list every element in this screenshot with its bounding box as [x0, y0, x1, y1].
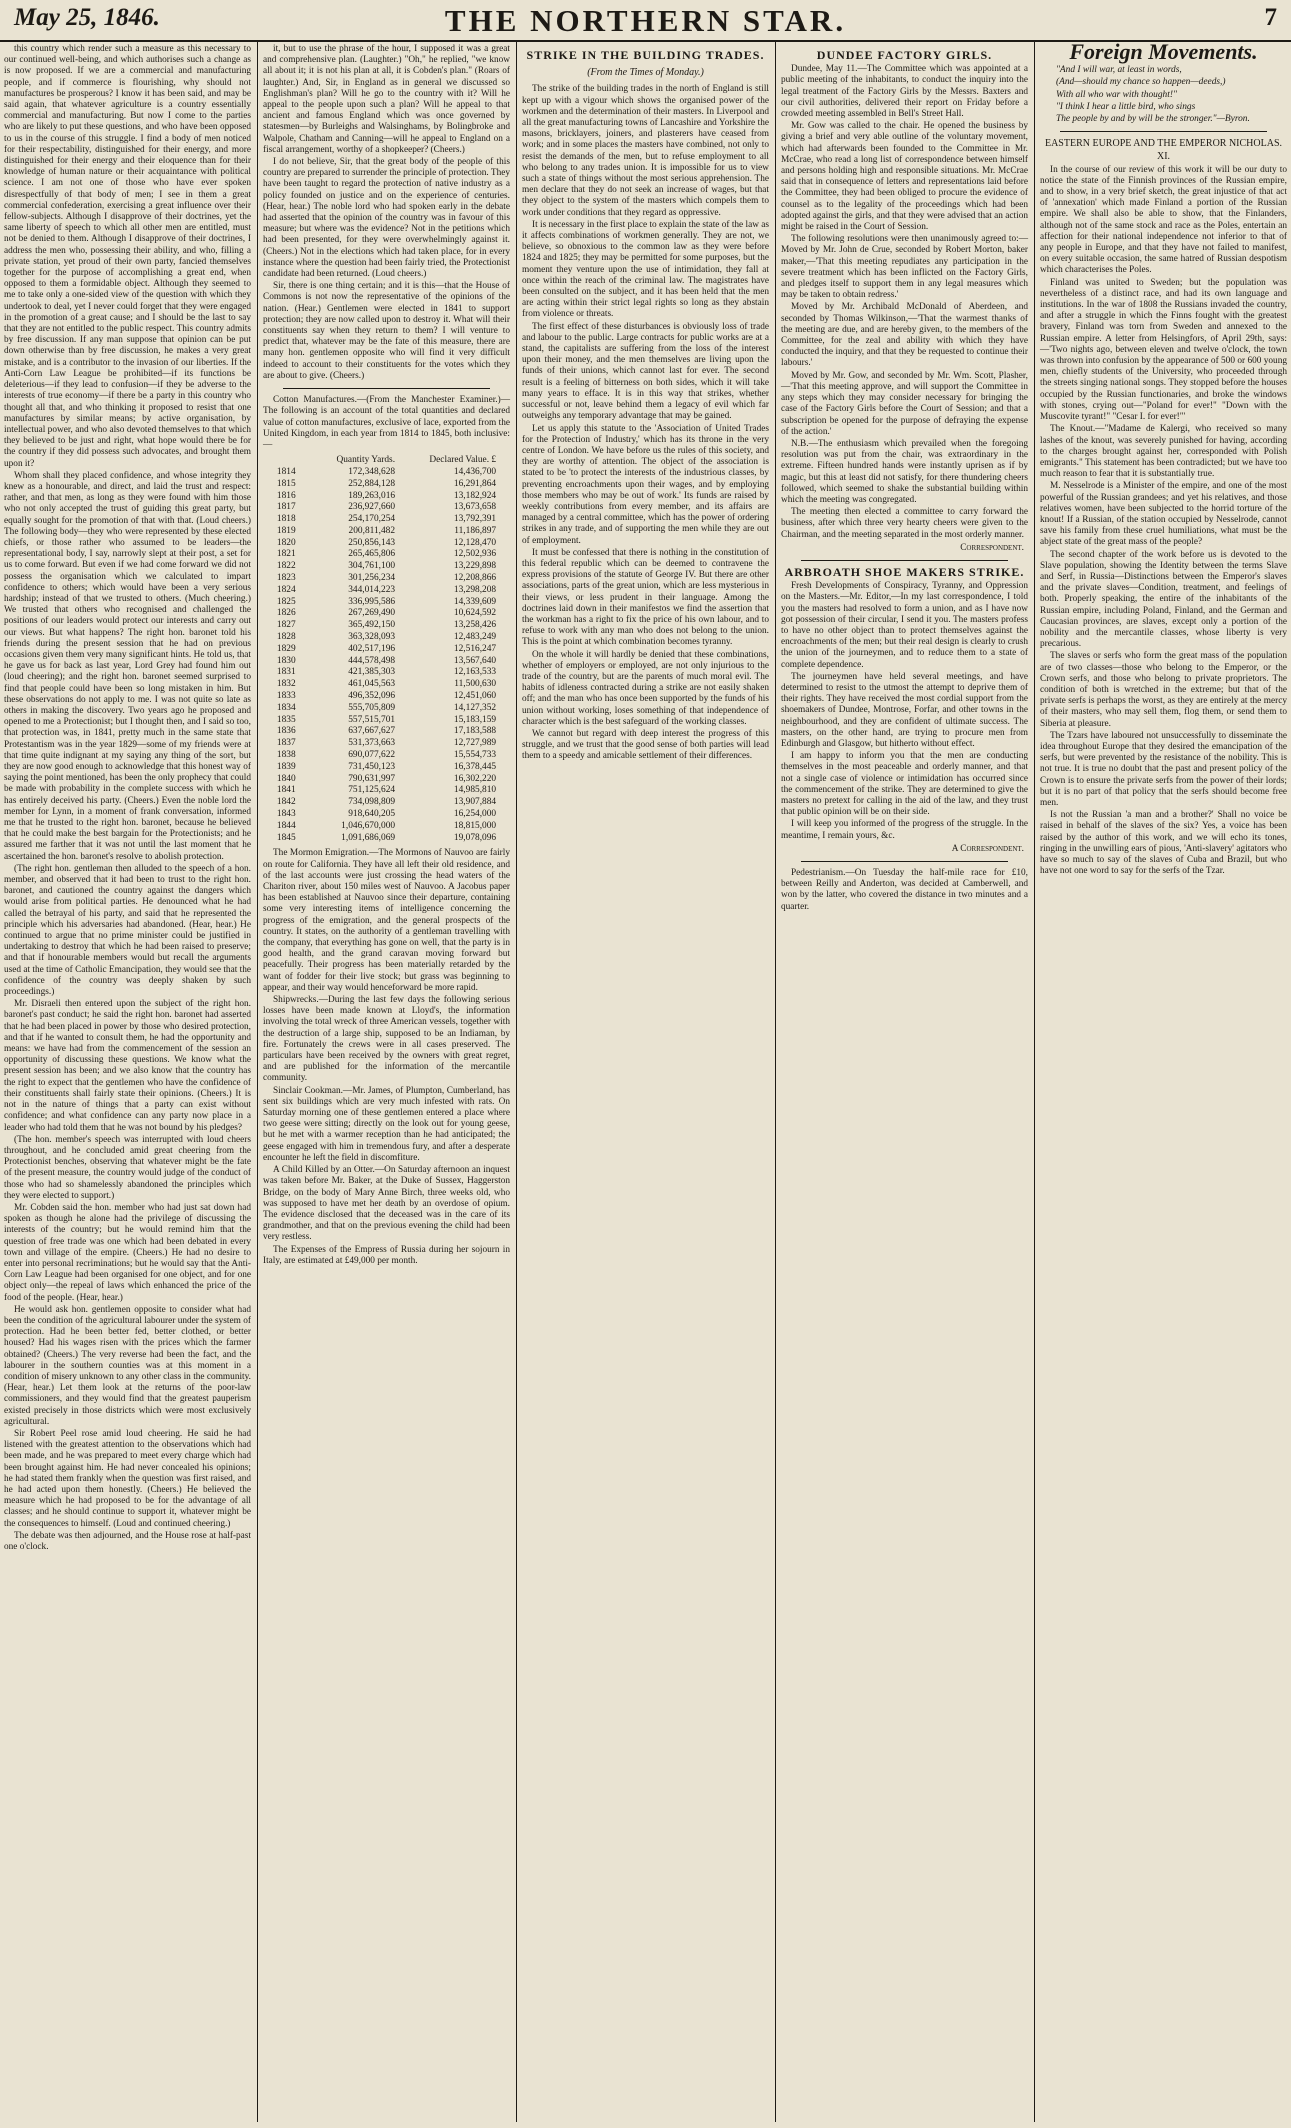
- cell-quantity: 267,269,490: [348, 608, 396, 619]
- cell-quantity: 461,045,563: [348, 679, 396, 690]
- cell-year: 1827: [276, 620, 296, 631]
- table-row: [273, 738, 500, 750]
- cell-year: 1838: [276, 750, 296, 761]
- cell-year: 1840: [276, 773, 296, 784]
- table-body: [273, 467, 500, 845]
- cell-year: 1835: [276, 714, 296, 725]
- column-1: [0, 42, 255, 2122]
- cell-value: 13,907,884: [453, 797, 497, 808]
- column-5: [1036, 42, 1291, 2122]
- cell-quantity: 555,705,809: [348, 702, 396, 713]
- article-paragraph: (The right hon. gentleman then alluded to the speech of a hon. member, and observed that it had been to trust to the right hon. baronet, and cautioned the country against the dangers which would arise from political parties. He denounced what he had called the betrayal of his party, and said that he represented the principle which his adversaries had abandoned. (Hear, hear.) He continued to argue that no prime minister could be justified in undertaking to destroy that which he had been raised to preserve; and that if honourable members would but recall the arguments used at the time of Catholic Emancipation, they would see that the confidence of the country was deeply shaken by such proceedings.): [4, 863, 251, 998]
- cell-year: 1828: [276, 632, 296, 643]
- cell-value: 12,208,866: [453, 573, 497, 584]
- cell-value: 12,451,060: [453, 691, 497, 702]
- cell-value: 12,163,533: [453, 667, 497, 678]
- cell-value: 13,258,426: [453, 620, 497, 631]
- cell-year: 1831: [276, 667, 296, 678]
- table-row: [273, 667, 500, 679]
- cell-quantity: 236,927,660: [348, 502, 396, 513]
- cell-quantity: 301,256,234: [348, 573, 396, 584]
- article-paragraph: M. Nesselrode is a Minister of the empire, and one of the most powerful of the Russian grandees; and yet his relatives, and those relatives women, have been subjected to the horrid torture of the knout! If a Russian, of the station occupied by Nesselrode, cannot save his family from these cruel humiliations, what must be the abject state of the great mass of the people?: [1040, 481, 1287, 548]
- table-row: [273, 774, 500, 786]
- cell-year: 1843: [276, 809, 296, 820]
- cell-quantity: 344,014,223: [348, 584, 396, 595]
- cell-year: 1845: [276, 832, 296, 843]
- section-rule: [801, 560, 1008, 561]
- table-row: [273, 715, 500, 727]
- article-paragraph: this country which render such a measure as this necessary to our continued well-being, and which authorises such a change as is now proposed. If we are a commercial and manufacturing people, and if commerce is flourishing, why should not manufactures be prosperous? I know it has been said, and may be said again, that whatever agriculture is a country essentially commercial and manufacturing. But now I come to the parties who are likely to put these questions, and who have been opposed to us in the course of this struggle. I find a body of men noticed for their respectability, distinguished for their energy, and more distinguished for their energy and their eloquence than for their knowledge of human nature or their acquaintance with political science. I am not one of those who have ever spoken disrespectfully of that body of men; I see in them a great commercial confederation, exercising a great influence over their fellow-subjects. Although I disapprove of their doctrines, yet the same liberty of speech to which all other men are entitled, must not be denied to them. Although I disapprove of their doctrines, I address the men who, possessing their ability, and who, filling a private station, yet proud of their own party, fancied themselves together for the purpose of accomplishing a great end, when opposed to them a formidable object. Although they seemed to me to take only a one-sided view of the question with which they undertook to deal, yet I never could forget that they were engaged in the promotion of a great cause; and I should be the last to say that they are not entitled to the public respect. This country admits by free discussion. If any man suppose that opinion can be put down otherwise than by free discussion, he makes a very great mistake, and is a contributor to the invasion of our liberties. If the Anti-Corn Law League be prohibited—if its functions be deleterious—if they lead to confusion—if they be adverse to the interests of true economy—if there be a party in this country who thought all that, and who thinking it proposed to resist that one manufactures by similar means; by active organisation, by intellectual power, and who also devoted themselves to that which they believed to be just and right, what hope would there be for the country if they did possess such advocates, and brought them upon it?: [4, 44, 251, 469]
- cell-year: 1816: [276, 490, 296, 501]
- signature: Correspondent.: [960, 542, 1024, 553]
- cell-year: 1821: [276, 549, 296, 560]
- cell-quantity: 402,517,196: [348, 643, 396, 654]
- cell-quantity: 531,373,663: [348, 738, 396, 749]
- cell-value: 16,302,220: [453, 773, 497, 784]
- table-row: [273, 608, 500, 620]
- article-paragraph: I will keep you informed of the progress of the struggle. In the meantime, I remain yours, &c.: [781, 819, 1028, 841]
- cell-quantity: 918,640,205: [348, 809, 396, 820]
- cell-quantity: 250,856,143: [348, 537, 396, 548]
- cell-year: 1830: [276, 655, 296, 666]
- cell-value: 13,298,208: [453, 584, 497, 595]
- newspaper-title: THE NORTHERN STAR.: [444, 3, 847, 38]
- section-rule: [801, 861, 1008, 862]
- cell-value: 12,128,470: [453, 537, 497, 548]
- table-row: [273, 585, 500, 597]
- cell-quantity: 363,328,093: [348, 632, 396, 643]
- page-number: 7: [1264, 4, 1277, 31]
- cell-year: 1824: [276, 584, 296, 595]
- article-paragraph: The following resolutions were then unanimously agreed to:—Moved by Mr. John de Crue, seconded by Robert Morton, baker maker,—'That this meeting repudiates any participation in the severe treatment which has been inflicted on the Factory Girls, and pledges itself to support them in any legal measures which may be taken to obtain redress.': [781, 234, 1028, 301]
- table-row: [273, 526, 500, 538]
- table-row: [273, 502, 500, 514]
- cell-value: 13,567,640: [453, 655, 497, 666]
- cell-year: 1841: [276, 785, 296, 796]
- article-paragraph: Fresh Developments of Conspiracy, Tyranny, and Oppression on the Masters.—Mr. Editor,—In my last correspondence, I told you the masters had resolved to form a union, and as I have now got possession of their circular, I send it you. The masters profess to have no other object than to protect themselves against the encroachments of the men; but their real design is clearly to crush the union of the journeymen, and to reduce them to a state of complete dependence.: [781, 581, 1028, 670]
- cell-quantity: 734,098,809: [348, 797, 396, 808]
- cell-year: 1822: [276, 561, 296, 572]
- article-paragraph: In the course of our review of this work it will be our duty to notice the state of the Finnish provinces of the Russian empire, and to show, in a very brief sketch, the great injustice of that act of 'annexation' which made Finland a portion of the Russian empire. We shall also be able to show, that the Finlanders, although not of the same stock and race as the Poles, entertain an affection for their national independence not inferior to that of any people in Europe, and that they have not failed to manifest, on every suitable occasion, the same hatred of Russian despotism which characterises the Poles.: [1040, 164, 1287, 276]
- article-paragraph: It must be confessed that there is nothing in the constitution of this federal republic which can be deemed to contravene the express provisions of the statute of George IV. But there are other associations, parts of the great union, which are less mysterious in their views, or less prudent in their language. Among the doctrines laid down in their manifestos we find the assertion that the workman has a right to fix the price of his own labour, and to refuse to work with any man who does not belong to the union. This is the point at which combination becomes tyranny.: [522, 547, 769, 648]
- table-row: [273, 632, 500, 644]
- cell-value: 12,483,249: [453, 632, 497, 643]
- section-heading: Foreign Movements.: [1069, 42, 1258, 64]
- cell-value: 16,254,000: [453, 809, 497, 820]
- cell-value: 10,624,592: [453, 608, 497, 619]
- article-paragraph: The slaves or serfs who form the great mass of the population are of two classes—those who belong to the Emperor, or the Crown serfs, and those who belong to private proprietors. The condition of both is wretched in the extreme; but that of the private serfs is perhaps the worst, as they are entirely at the mercy of their masters, who may sell them, flog them, or send them to Siberia at pleasure.: [1040, 651, 1287, 729]
- table-row: [273, 514, 500, 526]
- article-paragraph: It is necessary in the first place to explain the state of the law as it affects combinations of workmen generally. They are not, we believe, so obnoxious to the common law as they were before 1824 and 1825; they may be permitted for some purposes, but the moment they venture upon the use of intimidation, they fall at once within the reach of the criminal law. The magistrates have been consulted on the subject, and it has been held that the men are acting within their strict legal rights so long as they abstain from violence or threats.: [522, 219, 769, 320]
- issue-date: May 25, 1846.: [14, 4, 160, 31]
- cell-year: 1817: [276, 502, 296, 513]
- cell-value: 14,339,609: [453, 596, 497, 607]
- cell-value: 12,516,247: [453, 643, 497, 654]
- cell-year: 1825: [276, 596, 296, 607]
- cell-year: 1819: [276, 525, 296, 536]
- article-heading: STRIKE IN THE BUILDING TRADES.: [526, 48, 765, 62]
- article-part-number: XI.: [1156, 151, 1171, 163]
- article-paragraph: it, but to use the phrase of the hour, I supposed it was a great and comprehensive plan. (Laughter.) "Oh," he replied, "we know all about it; it is not his plan at all, it is Cobden's plan." (Roars of laughter.) And, Sir, in England as in general we discussed so Englishman's plan? Will he go to the country with it? Will he appeal to the people upon such a plan? Will he appeal to that ancient and famous England which was once governed by statesmen—by Burleighs and Walsinghams, by Bolingbroke and Walpole, Chatham and Canning—will he appeal to England on a fiscal arrangement, worthy of a shopkeeper? (Cheers.): [263, 44, 510, 155]
- cell-value: 11,500,630: [454, 679, 497, 690]
- table-row: [273, 809, 500, 821]
- table-row: [273, 561, 500, 573]
- cell-quantity: 496,352,096: [348, 691, 396, 702]
- article-source: (From the Times of Monday.): [587, 67, 704, 79]
- table-row: [273, 797, 500, 809]
- section-rule: [1060, 131, 1267, 132]
- column-3: [518, 42, 773, 2122]
- cell-year: 1844: [276, 820, 296, 831]
- article-paragraph: The journeymen have held several meetings, and have determined to resist to the utmost the attempt to deprive them of their rights. They have received the most cordial support from the shoemakers of Dundee, Montrose, Forfar, and other towns in the neighbourhood, and they are confident of ultimate success. The masters, on the other hand, are trying to procure men from Edinburgh and Glasgow, but hitherto without effect.: [781, 671, 1028, 749]
- cell-quantity: 189,263,016: [348, 490, 396, 501]
- article-paragraph: Sir Robert Peel rose amid loud cheering. He said he had listened with the greatest attention to the observations which had been made, and he was prepared to meet every charge which had been brought against him. He had never concealed his opinions; he had stated them frankly when the question was first raised, and he had acted upon them honestly. (Cheers.) He believed the measure which he had proposed to be for the advantage of all classes; and he should continue to support it, whatever might be the consequences to himself. (Loud and continued cheering.): [4, 1428, 251, 1529]
- table-row: [273, 620, 500, 632]
- table-row: [273, 679, 500, 691]
- cell-year: 1842: [276, 797, 296, 808]
- table-row: [273, 691, 500, 703]
- table-row: [273, 703, 500, 715]
- verse-line: The people by and by will be the stronger."—Byron.: [1056, 114, 1250, 125]
- column-header-year: [273, 455, 309, 467]
- article-paragraph: I do not believe, Sir, that the great body of the people of this country are prepared to surrender the principle of protection. They have been taught to regard the protection of native industry as a policy founded on justice and on the experience of centuries. (Hear, hear.) The noble lord who had spoken early in the debate had asserted that the opinion of the country was in favour of this measure; but where was the evidence? Not in the petitions which had been presented, for they were overwhelmingly against it. (Cheers.) Not in the elections which had taken place, for in every instance where the question had been fairly tried, the Protectionist candidate had been returned. (Loud cheers.): [263, 157, 510, 280]
- article-paragraph: We cannot but regard with deep interest the progress of this struggle, and we trust that the good sense of both parties will lead them to a speedy and amicable settlement of their differences.: [522, 728, 769, 762]
- article-paragraph: The Expenses of the Empress of Russia during her sojourn in Italy, are estimated at £49,000 per month.: [263, 1244, 510, 1266]
- article-paragraph: Shipwrecks.—During the last few days the following serious losses have been made known at Lloyd's, the information involving the total wreck of three American vessels, together with the destruction of a large ship, supposed to be an Indiaman, by fire. Fortunately the crews were in all cases preserved. The particulars have been received by the owners with great regret, and are published for the information of the mercantile community.: [263, 995, 510, 1084]
- cell-year: 1818: [276, 514, 296, 525]
- article-paragraph: Finland was united to Sweden; but the population was nevertheless of a distinct race, and had its own language and institutions. In the war of 1808 the Russians invaded the country, and after a struggle in which the Finns fought with the greatest bravery, Finland was torn from Sweden and annexed to the Russian empire. A letter from Helsingfors, of April 29th, says:—'Two nights ago, between eleven and twelve o'clock, the town was thrown into confusion by the appearance of 500 or 600 young men, chiefly students of the University, who proceeded through the streets singing national songs. They stopped before the houses occupied by the Russian functionaries, and broke the windows with stones, crying out—"Poland for ever!" "Down with the Muscovite tyrant!" "Cesar I. for ever!"': [1040, 277, 1287, 423]
- table-row: [273, 491, 500, 503]
- cell-year: 1820: [276, 537, 296, 548]
- table-row: [273, 573, 500, 585]
- column-4: [777, 42, 1032, 2122]
- table-header-row: [273, 455, 500, 467]
- article-paragraph: (The hon. member's speech was interrupted with loud cheers throughout, and he concluded amid great cheering from the Protectionist benches, observing that whatever might be the fate of the present measure, the country would judge of the conduct of those who had so shamelessly abandoned the principles which they were elected to support.): [4, 1134, 251, 1201]
- article-paragraph: The meeting then elected a committee to carry forward the business, after which three very hearty cheers were given to the Chairman, and the meeting separated in the most orderly manner.: [781, 507, 1028, 540]
- table-row: [273, 549, 500, 561]
- article-paragraph: Mr. Disraeli then entered upon the subject of the right hon. baronet's past conduct; he said the right hon. baronet had asserted that he had been placed in power by those who desired protection, and that if he wanted to consult them, he had the opportunity and means: we have had from the commencement of the session an opportunity of discussing these questions. We know what the present session has been; and we also know that the country has the right to expect that the gentlemen who have the confidence of their constituents shall fairly state their opinions. (Cheers.) It is not in the nature of things that a party can exist without confidence; and what confidence can any party now place in a leader who had told them that he was not bound by his pledges?: [4, 999, 251, 1133]
- cotton-heading: Cotton Manufactures.—(From the Manchester Examiner.)—The following is an account of the total quantities and declared value of cotton manufactures, exclusive of lace, exported from the United Kingdom, in each year from 1814 to 1845, both inclusive:—: [263, 395, 510, 450]
- table-row: [273, 597, 500, 609]
- article-paragraph: A Child Killed by an Otter.—On Saturday afternoon an inquest was taken before Mr. Baker, at the Duke of Sussex, Haggerston Bridge, on the body of Mary Anne Birch, three weeks old, who was supposed to have met her death by an overdose of opium. The evidence disclosed that the deceased was in the care of its grandmother, and that on the previous evening the child had been very restless.: [263, 1165, 510, 1243]
- cell-value: 18,815,000: [453, 820, 497, 831]
- column-rule: [775, 42, 776, 2122]
- cell-year: 1826: [276, 608, 296, 619]
- cell-value: 13,229,898: [453, 561, 497, 572]
- cell-value: 15,183,159: [453, 714, 497, 725]
- table-row: [273, 656, 500, 668]
- cell-quantity: 265,465,806: [348, 549, 396, 560]
- cell-value: 16,378,445: [453, 761, 497, 772]
- cotton-exports-table: [273, 455, 500, 844]
- verse-line: "And I will war, at least in words,: [1056, 65, 1182, 76]
- cell-quantity: 790,631,997: [348, 773, 396, 784]
- cell-quantity: 172,348,628: [348, 466, 396, 477]
- cell-quantity: 365,492,150: [348, 620, 396, 631]
- cell-quantity: 421,385,303: [348, 667, 396, 678]
- article-paragraph: Moved by Mr. Gow, and seconded by Mr. Wm. Scott, Plasher,—'That this meeting approve, and will support the Committee in any steps which they may consider necessary for bringing the case of the Factory Girls before the Court of Session; and that a subscription be opened for the purpose of defraying the expense of the action.': [781, 370, 1028, 437]
- cell-year: 1815: [276, 478, 296, 489]
- cell-quantity: 637,667,627: [348, 726, 396, 737]
- verse-line: (And—should my chance so happen—deeds,): [1056, 77, 1226, 88]
- cell-quantity: 304,761,100: [348, 561, 396, 572]
- table-row: [273, 644, 500, 656]
- cell-year: 1839: [276, 761, 296, 772]
- article-paragraph: On the whole it will hardly be denied that these combinations, whether of employers or employed, are not only injurious to the trade of the country, but are the parents of much moral evil. The habits of idleness contracted during a strike are not easily shaken off; and the man who has once been supported by the funds of his union without working, loses something of that independence of character which is the best safeguard of the working classes.: [522, 649, 769, 727]
- cell-value: 17,183,588: [453, 726, 497, 737]
- article-paragraph: N.B.—The enthusiasm which prevailed when the foregoing resolution was put from the chair, was extraordinary in the extreme. Fifteen hundred hands were instantly uprisen as if by magic, but this at least did not satisfy, for there thundering cheers followed, which seemed to shake the substantial building within which the meeting was congregated.: [781, 438, 1028, 505]
- cell-quantity: 557,515,701: [348, 714, 396, 725]
- cell-quantity: 1,091,686,069: [341, 832, 396, 843]
- article-paragraph: The debate was then adjourned, and the House rose at half-past one o'clock.: [4, 1530, 251, 1553]
- article-paragraph: Sinclair Cookman.—Mr. James, of Plumpton, Cumberland, has sent six buildings which are very much infested with rats. On Saturday morning one of these gentlemen entered a place where two geese were sitting; directly on the look out for young geese, but he met with a warmer reception than he had anticipated; the geese engaged with him in tremendous fury, and after a desperate encounter he left the field in discomfiture.: [263, 1085, 510, 1163]
- cell-year: 1814: [276, 466, 296, 477]
- cell-value: 12,502,936: [453, 549, 497, 560]
- cell-value: 19,078,096: [453, 832, 497, 843]
- cell-quantity: 1,046,670,000: [341, 820, 396, 831]
- column-header-quantity: Quantity Yards.: [336, 455, 396, 466]
- article-paragraph: The Knout.—"Madame de Kalergi, who received so many lashes of the knout, was severely punished for having, according to the charges brought against her, corresponded with Polish emigrants." This statement has been contradicted; but we have too much reason to fear that it is substantially true.: [1040, 424, 1287, 480]
- article-heading: DUNDEE FACTORY GIRLS.: [816, 48, 993, 62]
- article-paragraph: The Mormon Emigration.—The Mormons of Nauvoo are fairly on route for California. They have all left their old residence, and of the last accounts were just crossing the head waters of the Chariton river, about 150 miles west of Nauvoo. A Jacobus paper has been established at Nauvoo since their departure, containing some very interesting items of intelligence concerning the progress of the emigration, and the general prospects of the country. It states, on the authority of a gentleman travelling with the company, that everything has gone on well, that the party is in good health, and the grand caravan moving forward but peacefully. Their progress has been materially retarded by the want of fodder for their live stock; but grass was beginning to appear, and their way would henceforward be more rapid.: [263, 848, 510, 993]
- article-paragraph: Pedestrianism.—On Tuesday the half-mile race for £10, between Reilly and Anderton, was decided at Camberwell, and won by the latter, who covered the distance in two minutes and a quarter.: [781, 868, 1028, 912]
- column-rule: [257, 42, 258, 2122]
- cell-value: 14,436,700: [453, 466, 497, 477]
- cell-quantity: 200,811,482: [348, 525, 396, 536]
- cell-year: 1837: [276, 738, 296, 749]
- section-rule: [283, 388, 490, 389]
- cell-year: 1823: [276, 573, 296, 584]
- article-paragraph: Mr. Cobden said the hon. member who had just sat down had spoken as though he alone had the privilege of discussing the interests of the country; but he would remind him that the question of free trade was one which had been debated in every town and village of the empire. (Cheers.) He had no desire to enter into personal recriminations; but he would say that the Anti-Corn Law League had been organised for one object, and for one object only—the repeal of laws which enhanced the price of the food of the people. (Hear, hear.): [4, 1202, 251, 1303]
- cell-value: 13,182,924: [453, 490, 497, 501]
- table-row: [273, 726, 500, 738]
- cell-quantity: 731,450,123: [348, 761, 396, 772]
- column-rule: [516, 42, 517, 2122]
- cell-quantity: 690,077,622: [348, 750, 396, 761]
- article-heading: ARBROATH SHOE MAKERS STRIKE.: [784, 564, 1025, 579]
- cell-value: 15,554,733: [453, 750, 497, 761]
- cell-value: 11,186,897: [454, 525, 497, 536]
- article-paragraph: He would ask hon. gentlemen opposite to consider what had been the condition of the agricultural labourer under the system of protection. Had he been better fed, better clothed, or better housed? Had his wages risen with the prices which the farmer obtained? (Cheers.) The very reverse had been the fact, and the labourer in the southern counties was at this moment in a condition of misery unknown to any other class in the community. (Hear, hear.) Let them look at the returns of the poor-law commissioners, and they would find that the greatest pauperism existed precisely in those districts which were most exclusively agricultural.: [4, 1304, 251, 1427]
- cell-quantity: 336,995,586: [348, 596, 396, 607]
- cell-year: 1832: [276, 679, 296, 690]
- article-paragraph: Is not the Russian 'a man and a brother?' Shall no voice be raised in behalf of the slaves of the six? Yes, a voice has been raised by the author of this work, and we will echo its tones, ringing in the unwilling ears of pious, 'Anti-slavery' agitators who have so much to say of the slaves of Cuba and Brazil, but who have not one word to say for the serfs of the Tzar.: [1040, 810, 1287, 877]
- article-paragraph: The strike of the building trades in the north of England is still kept up with a vigour which shows the organised power of the workmen and the determination of their masters. In Liverpool and all the great manufacturing towns of Lancashire and Yorkshire the masons, bricklayers, joiners, and plasterers have ceased from work; and in some places the masters have combined, not only to resist the demands of the men, but to refuse employment to all who belong to any trades union. It is impossible for us to view such a state of things without the most serious apprehension. The men declare that they do not seek an increase of wages, but that they object to the system of the masters which compels them to work under conditions that they regard as oppressive.: [522, 84, 769, 218]
- article-paragraph: I am happy to inform you that the men are conducting themselves in the most peaceable and orderly manner, and that not a single case of violence or intimidation has occurred since the commencement of the strike. They are determined to give the masters no pretext for calling in the aid of the law, and they trust that public opinion will be on their side.: [781, 751, 1028, 818]
- cell-value: 14,127,352: [453, 702, 497, 713]
- cell-quantity: 252,884,128: [348, 478, 396, 489]
- cell-year: 1829: [276, 643, 296, 654]
- article-subheading: EASTERN EUROPE AND THE EMPEROR NICHOLAS.: [1044, 138, 1283, 150]
- article-paragraph: Mr. Gow was called to the chair. He opened the business by giving a brief and very able outline of the voluntary movement, which had afterwards been founded to the Committee in Mr. McCrae, who read a long list of correspondence between himself and persons holding high and responsible situations. Mr. McCrae said that in consequence of letters and representations laid before the Committee, they had been obliged to procure the evidence of counsel as to the legality of the proceedings which had been adopted against the girls, and that they were advised that an action might be raised in the Court of Session.: [781, 121, 1028, 233]
- cell-year: 1833: [276, 691, 296, 702]
- table-row: [273, 538, 500, 550]
- cell-value: 13,792,391: [453, 514, 497, 525]
- column-rule: [1034, 42, 1035, 2122]
- table-row: [273, 479, 500, 491]
- cell-quantity: 444,578,498: [348, 655, 396, 666]
- table-row: [273, 833, 500, 845]
- masthead: [0, 0, 1291, 42]
- signature: A Correspondent.: [951, 843, 1024, 854]
- cell-value: 14,985,810: [453, 785, 497, 796]
- article-paragraph: Whom shall they placed confidence, and whose integrity they knew as a honourable, and direct, and laid the trust and respect: rather, and that men, as long as they were found with him those who not only accepted the trust of guiding this great party, but equally sought for the promotion of that with that. (Loud cheers.) The following body—they who were represented by these elected chiefs, or those rather who assumed to be leaders—the representational body, I say, narrowly slept at their post, a set for us to come forward. But even if we had come forward we did not possess the organisation which we calculated to impart confidence to others; which would have been a very serious hardship; instead of that we trusted to others. (Much cheering.) We trusted that others who recognised and challenged the positions of our leaders would protect our interests and carry out our views. But what happens? The right hon. baronet told his friends during the present session that he had on previous occasions given them very many significant hints. He told us, that he gave us for back as last year, Lord Grey had found him out (loud cheering); and the right hon. baronet seemed surprised to find that people could have been so long mistaken in him. But these observations do not apply to me. I was not quite so late as others in making the discovery. Two years ago he proposed and opened to me a Protectionist; but I thought then, and I said so too, that protection was, in 1841, pretty much in the same state that Protestantism was in the year 1829—some of my friends were at that time quite indignant at my saying any thing of the sort, but they are now good enough to acknowledge that this honest way of saying the point mentioned, has been the only prophecy that could be made with probability in the complete success with which he has entirely deceived his party. (Cheers.) Even the noble lord the member for Lynn, in a moment of frank conversation, informed me that he trusted to the right hon. baronet, because he believed that he could make the best bargain for the Protectionists; and he assured me farther that it was not until the last moment that he ascertained the hon. baronet's resolve to abolish protection.: [4, 470, 251, 862]
- article-paragraph: The first effect of these disturbances is obviously loss of trade and labour to the public. Large contracts for public works are at a stand, the capitalists are suffering from the loss of the interest upon their money, and the men themselves are living upon the funds of their unions, which cannot last for ever. The second result is a feeling of bitterness on both sides, which it will take many years to efface. It is in this way that strikes, whether successful or not, leave behind them a legacy of evil which far outweighs any temporary advantage that may be gained.: [522, 321, 769, 422]
- cell-value: 16,291,864: [453, 478, 497, 489]
- table-row: [273, 750, 500, 762]
- article-paragraph: Dundee, May 11.—The Committee which was appointed at a public meeting of the inhabitants, to conduct the inquiry into the legal treatment of the Factory Girls by the Messrs. Baxters and our civil authorities, delivered their report on Friday before a crowded meeting assembled in Bell's Street Hall.: [781, 64, 1028, 120]
- cell-year: 1836: [276, 726, 296, 737]
- table-row: [273, 821, 500, 833]
- table-row: [273, 762, 500, 774]
- verse-line: With all who war with thought!": [1056, 89, 1177, 100]
- article-paragraph: Let us apply this statute to the 'Association of United Trades for the Protection of Industry,' which has its throne in the very centre of London. We have before us the rules of this society, and they are worthy of attention. The object of the association is stated to be 'to protect the interests of the industrious classes, by preventing encroachments upon their wages, and by employing those members who may be out of work.' Its funds are raised by weekly contributions from every member, and its affairs are managed by a central committee, which has the power of ordering strikes in any trade, and of supporting the men while they are out of employment.: [522, 423, 769, 546]
- cell-quantity: 254,170,254: [348, 514, 396, 525]
- cell-year: 1834: [276, 702, 296, 713]
- cell-quantity: 751,125,624: [348, 785, 396, 796]
- column-2: [259, 42, 514, 2122]
- article-paragraph: The second chapter of the work before us is devoted to the Slave population, showing the Identity between the terms Slave and Serf, in Russia—Distinctions between the Emperor's slaves and the private slaves—Condition, treatment, and feelings of both. Properly speaking, the entire of the inhabitants of the Russian empire, including Poland, Finland, and the German and Caucasian provinces, are slaves, except only a portion of the nobility and the mercantile classes, whose liberty is very precarious.: [1040, 549, 1287, 650]
- verse-line: "I think I hear a little bird, who sings: [1056, 101, 1196, 112]
- table-row: [273, 785, 500, 797]
- cell-value: 12,727,989: [453, 738, 497, 749]
- article-paragraph: Moved by Mr. Archibald McDonald of Aberdeen, and seconded by Thomas Wilkinson,—'That the warmest thanks of the meeting are due, and are hereby given, to the members of the Committee, for the zeal and ability with which they have conducted the inquiry, and that they be requested to continue their labours.': [781, 302, 1028, 369]
- article-paragraph: Sir, there is one thing certain; and it is this—that the House of Commons is not now the representative of the opinions of the nation. (Hear.) Gentlemen were elected in 1841 to support protection; they are now called upon to destroy it. What will their constituents say when they return to them? I will venture to predict that, whatever may be the fate of this measure, there are many hon. gentlemen opposite who will find it very difficult indeed to account to their constituents for the votes which they are about to give. (Cheers.): [263, 281, 510, 381]
- cell-value: 13,673,658: [453, 502, 497, 513]
- table-row: [273, 467, 500, 479]
- column-header-value: Declared Value. £: [429, 455, 497, 466]
- article-paragraph: The Tzars have laboured not unsuccessfully to disseminate the idea throughout Europe that they desired the emancipation of the serfs, but were prevented by the resistance of the nobility. This is not true. It is true no doubt that the past and present policy of the Crown is to ensure the private serfs from the power of their lords; but it is no part of that policy that the serfs should become free men.: [1040, 730, 1287, 808]
